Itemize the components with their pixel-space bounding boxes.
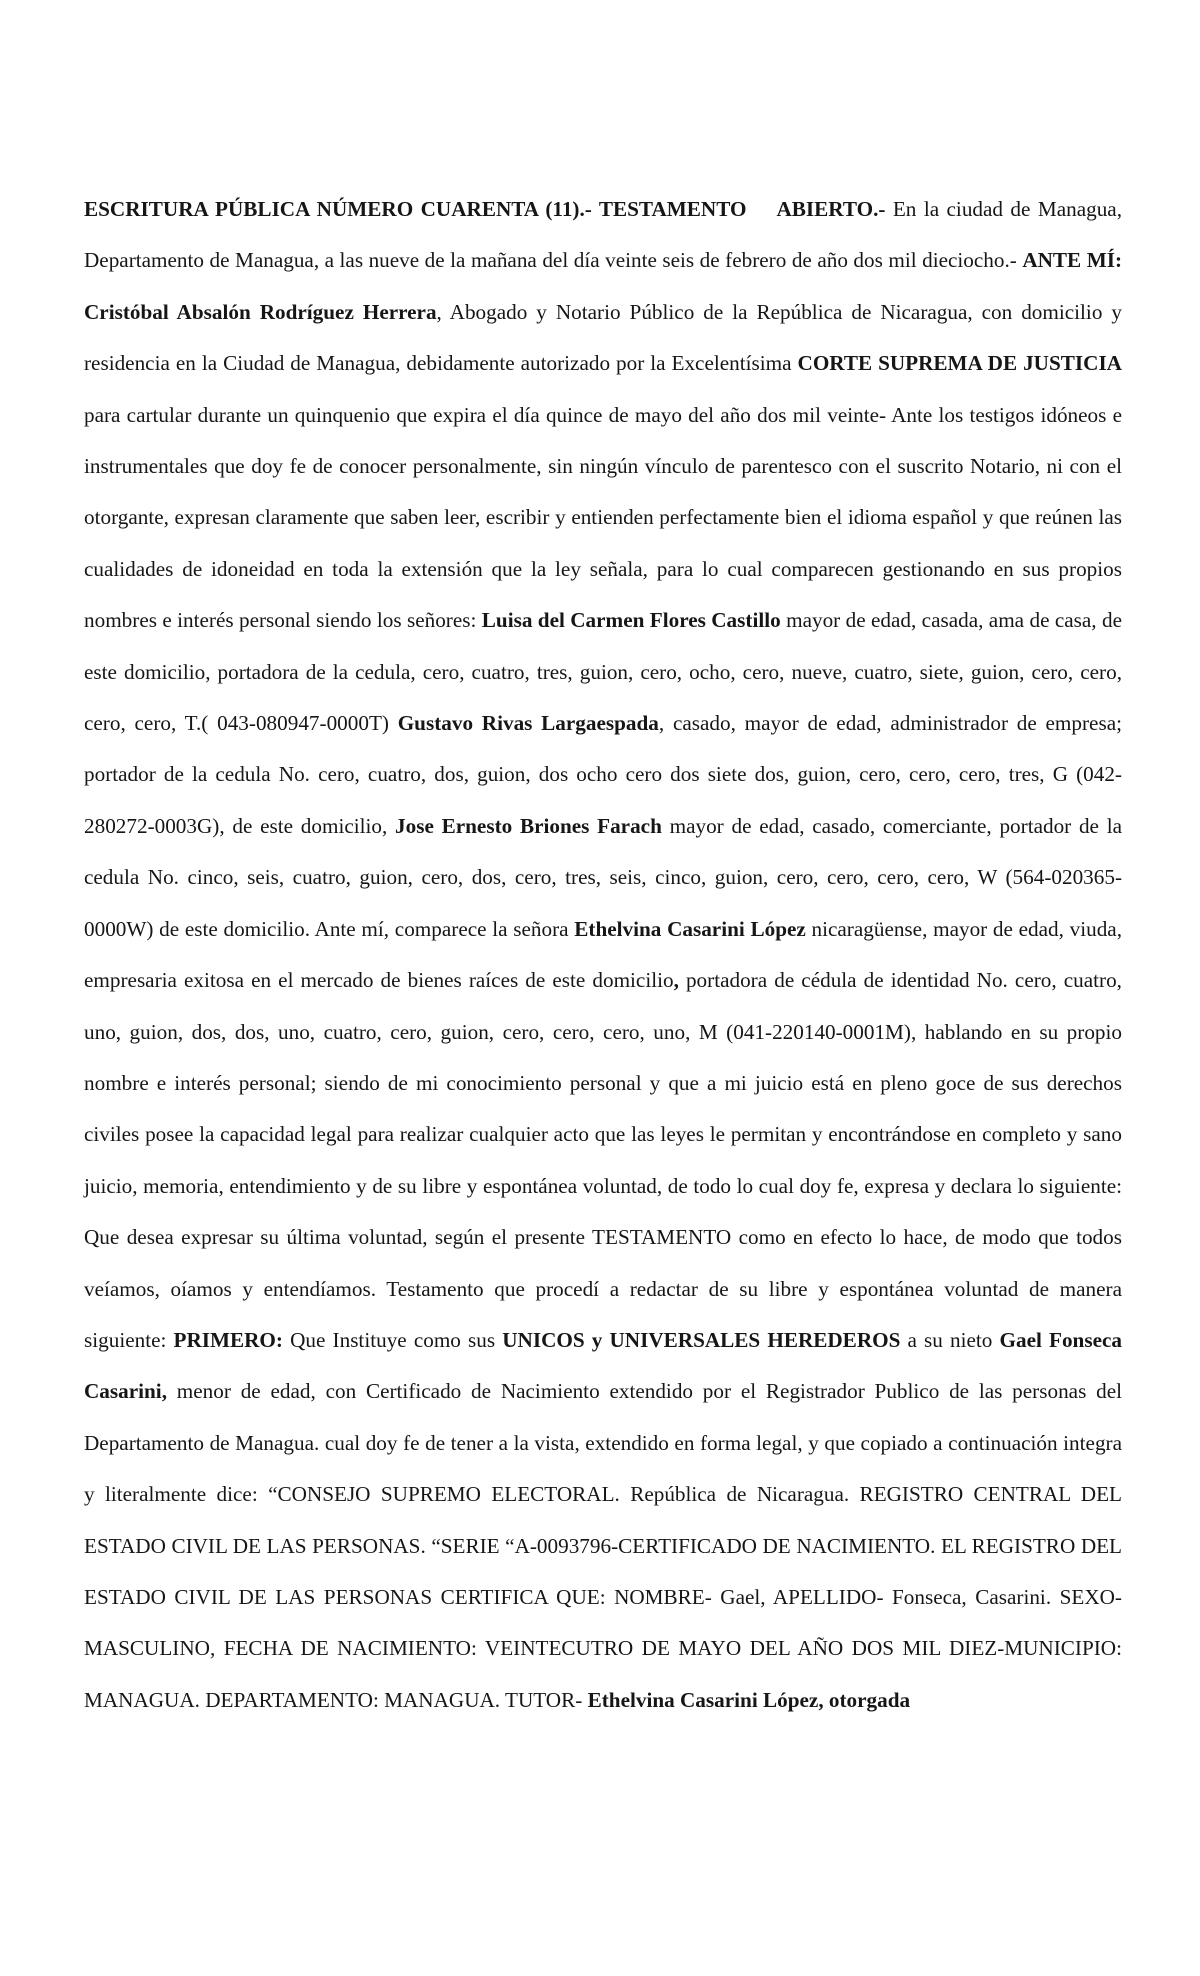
body-text: a su nieto <box>900 1327 1000 1352</box>
body-text: nicaragüense, mayor de edad, viuda, empresaria exitosa en el mercado de bienes raíces de este domicilio <box>84 916 1122 993</box>
bold-comma: , <box>673 968 679 993</box>
body-text: En la ciudad de Managua, Departamento de Managua, a las nueve de la mañana del día veinte seis de febrero de año dos mil dieciocho.- <box>84 197 1122 273</box>
heir-name: Gael Fonseca Casarini, <box>84 1327 1122 1404</box>
body-text: mayor de edad, casada, ama de casa, de este domicilio, portadora de la cedula, cero, cuatro, tres, guion, cero, ocho, cero, nueve, cuatro, siete, guion, cero, cero, cero, cero, T.( 043-080947-0000T) <box>84 608 1122 736</box>
tutor-name: Ethelvina Casarini López, otorgada <box>587 1687 911 1712</box>
deed-page <box>84 184 1122 1726</box>
clause-first-label: PRIMERO: <box>173 1327 283 1352</box>
witness-name-1: Luisa del Carmen Flores Castillo <box>481 608 781 633</box>
heirs-designation: UNICOS y UNIVERSALES HEREDEROS <box>502 1327 901 1352</box>
body-text: Que Instituye como sus <box>282 1327 503 1352</box>
deed-body <box>84 184 1122 1726</box>
body-text: , casado, mayor de edad, administrador de empresa; portador de la cedula No. cero, cuatro, dos, guion, dos ocho cero dos siete dos, guion, cero, cero, cero, tres, G (042-280272-0003G), de este domicilio, <box>84 711 1122 838</box>
witness-name-3: Jose Ernesto Briones Farach <box>395 813 662 838</box>
notary-name: ANTE MÍ: Cristóbal Absalón Rodríguez Herrera <box>84 248 1122 324</box>
testator-name: Ethelvina Casarini López <box>574 916 806 941</box>
court-name: CORTE SUPREMA DE JUSTICIA <box>797 351 1122 376</box>
body-text: para cartular durante un quinquenio que expira el día quince de mayo del año dos mil veinte- Ante los testigos idóneos e instrumentales que doy fe de conocer personalmente, sin ningún vínculo de parentesco con el suscrito Notario, ni con el otorgante, expresan claramente que saben leer, escribir y entienden perfectamente bien el idioma español y que reúnen las cualidades de idoneidad en toda la extensión que la ley señala, para lo cual comparecen gestionando en sus propios nombres e interés personal siendo los señores: <box>84 402 1122 633</box>
body-text: mayor de edad, casado, comerciante, portador de la cedula No. cinco, seis, cuatro, guion, cero, dos, cero, tres, seis, cinco, guion, cero, cero, cero, cero, W (564-020365-0000W) de este domicilio. Ante mí, comparece la señora <box>84 813 1122 941</box>
body-text: , Abogado y Notario Público de la República de Nicaragua, con domicilio y residencia en la Ciudad de Managua, debidamente autorizado por la Excelentísima <box>84 299 1122 376</box>
body-text: portadora de cédula de identidad No. cero, cuatro, uno, guion, dos, dos, uno, cuatro, cero, guion, cero, cero, cero, uno, M (041-220140-0001M), hablando en su propio nombre e interés personal; siendo de mi conocimiento personal y que a mi juicio está en pleno goce de sus derechos civiles posee la capacidad legal para realizar cualquier acto que las leyes le permitan y encontrándose en completo y sano juicio, memoria, entendimiento y de su libre y espontánea voluntad, de todo lo cual doy fe, expresa y declara lo siguiente: Que desea expresar su última voluntad, según el presente TESTAMENTO como en efecto lo hace, de modo que todos veíamos, oíamos y entendíamos. Testamento que procedí a redactar de su libre y espontánea voluntad de manera siguiente: <box>84 968 1122 1352</box>
body-text: menor de edad, con Certificado de Nacimiento extendido por el Registrador Publico de las personas del Departamento de Managua. cual doy fe de tener a la vista, extendido en forma legal, y que copiado a continuación integra y literalmente dice: “CONSEJO SUPREMO ELECTORAL. República de Nicaragua. REGISTRO CENTRAL DEL ESTADO CIVIL DE LAS PERSONAS. “SERIE “A-0093796-CERTIFICADO DE NACIMIENTO. EL REGISTRO DEL ESTADO CIVIL DE LAS PERSONAS CERTIFICA QUE: NOMBRE- Gael, APELLIDO- Fonseca, Casarini. SEXO-MASCULINO, FECHA DE NACIMIENTO: VEINTECUTRO DE MAYO DEL AÑO DOS MIL DIEZ-MUNICIPIO: MANAGUA. DEPARTAMENTO: MANAGUA. TUTOR- <box>84 1379 1122 1712</box>
deed-heading-title: ESCRITURA PÚBLICA NÚMERO CUARENTA (11).- TESTAMENTO <box>84 197 747 221</box>
witness-name-2: Gustavo Rivas Largaespada <box>397 711 659 736</box>
deed-heading-type: ABIERTO.- <box>776 197 886 221</box>
